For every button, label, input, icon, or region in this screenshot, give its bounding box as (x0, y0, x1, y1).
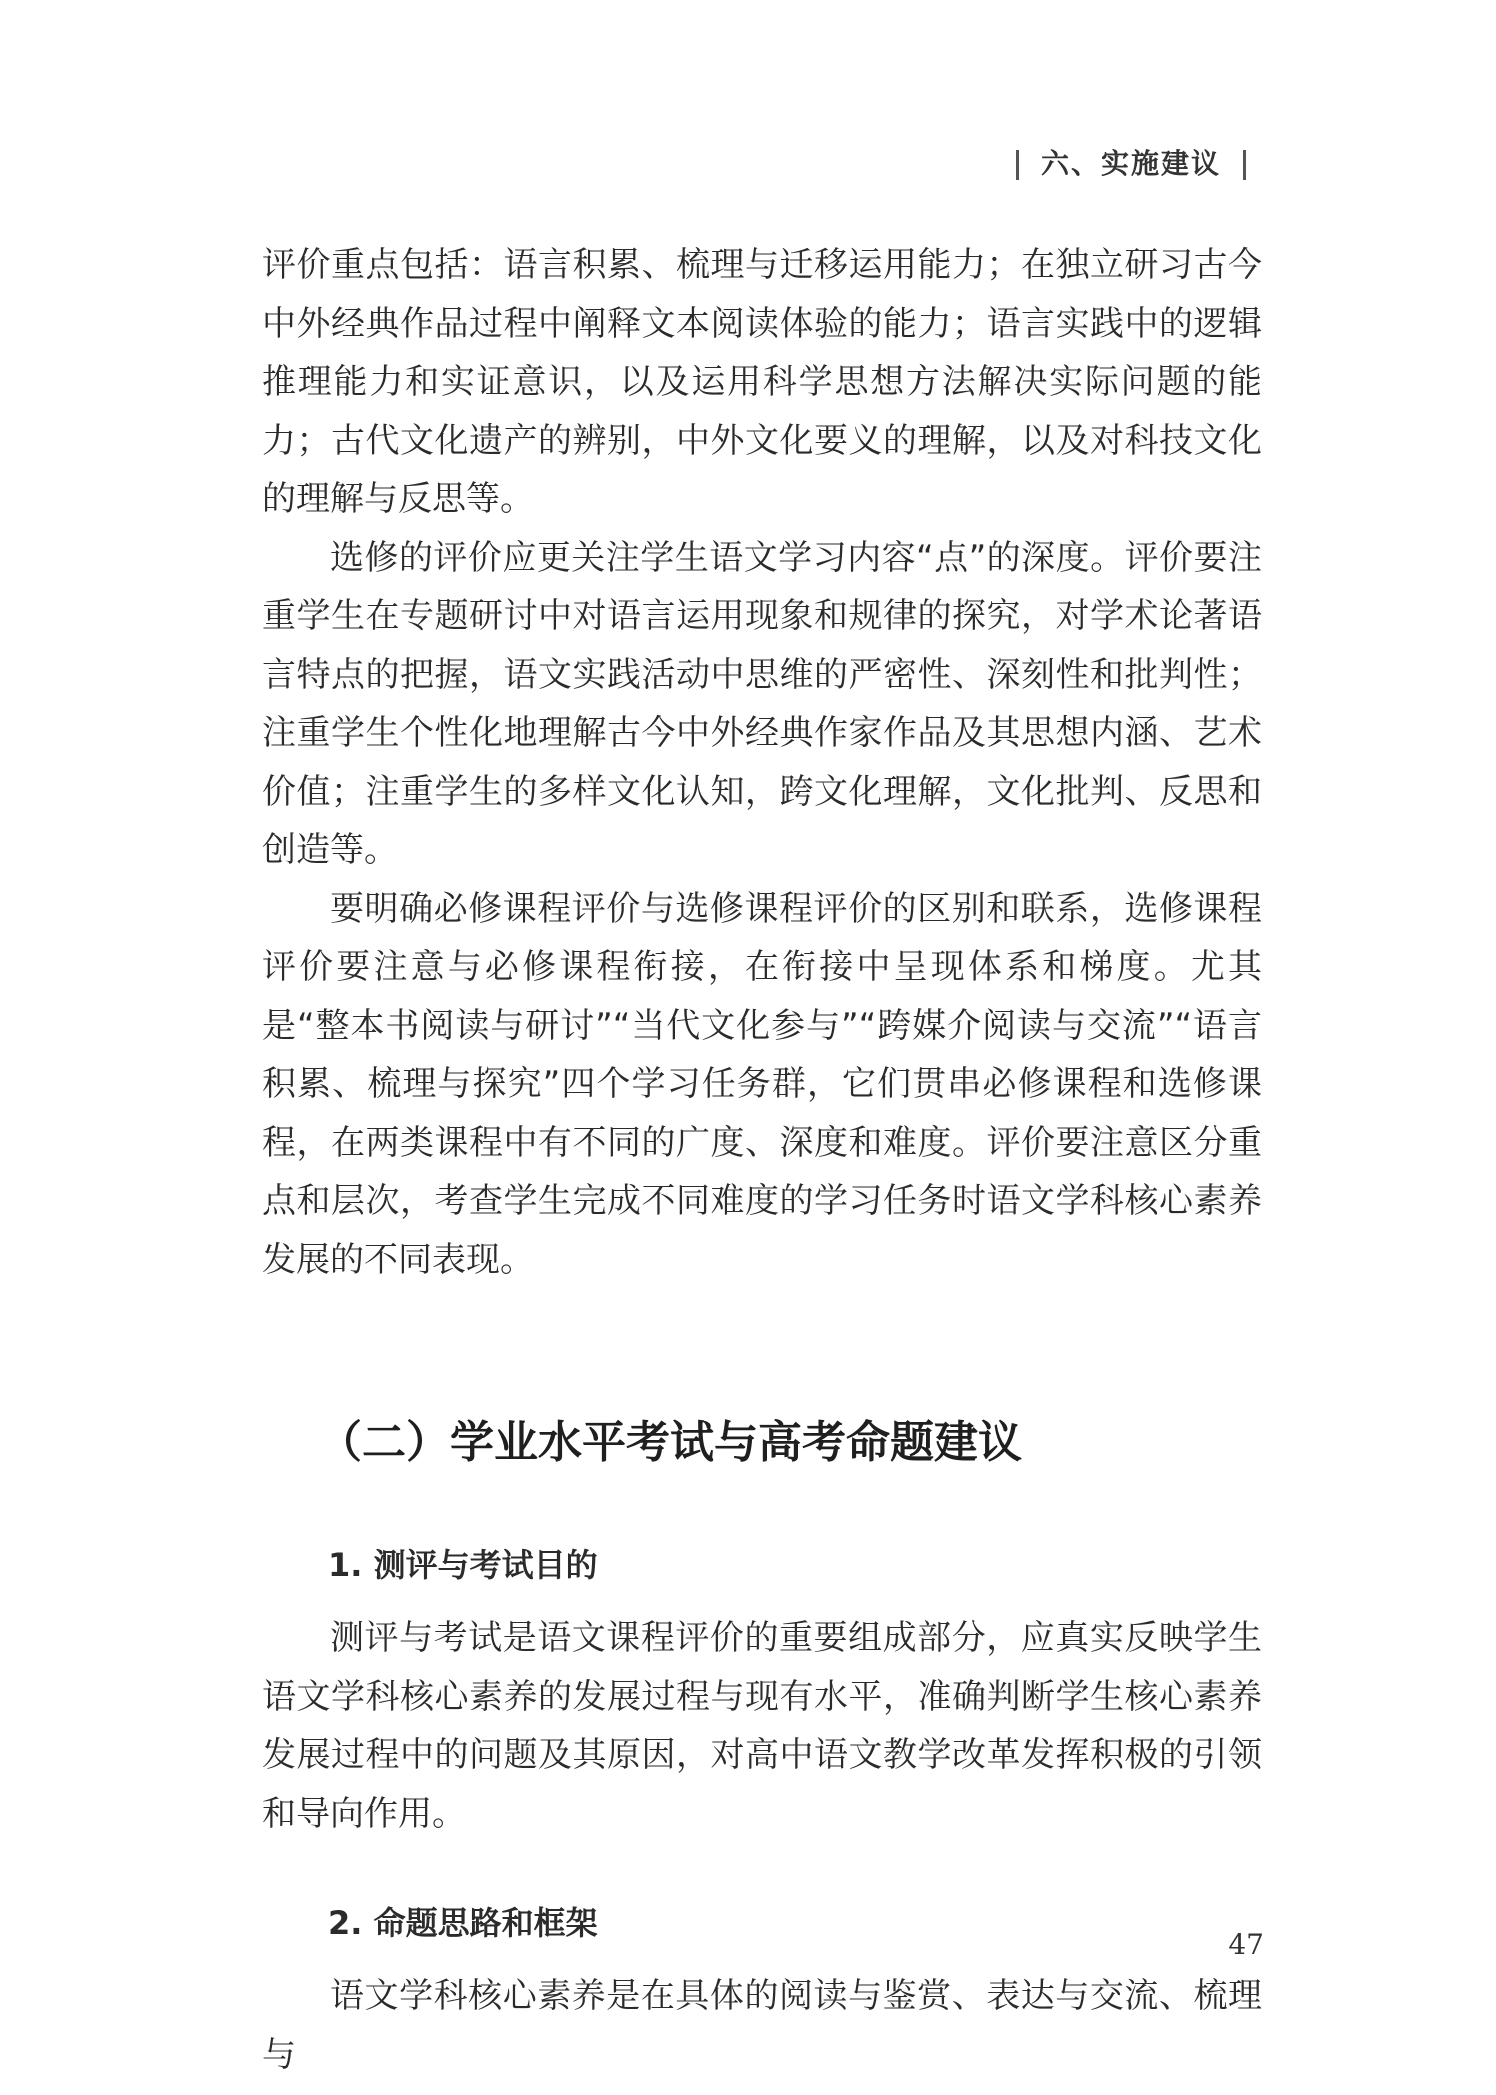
page-number: 47 (1228, 1928, 1264, 1961)
subheading-framework: 2. 命题思路和框架 (328, 1904, 598, 1942)
paragraph-purpose: 测评与考试是语文课程评价的重要组成部分，应真实反映学生语文学科核心素养的发展过程与现有水平，准确判断学生核心素养发展过程中的问题及其原因，对高中语文教学改革发挥积极的引领和导向作用。 (262, 1618, 1262, 1834)
section-heading: （二）学业水平考试与高考命题建议 (318, 1417, 1022, 1468)
paragraph-framework: 语文学科核心素养是在具体的阅读与鉴赏、表达与交流、梳理与 (262, 1976, 1262, 2075)
paragraph-elective-evaluation: 选修的评价应更关注学生语文学习内容“点”的深度。评价要注重学生在专题研讨中对语言运用现象和规律的探究，对学术论著语言特点的把握，语文实践活动中思维的严密性、深刻性和批判性；注重学生个性化地理解古今中外经典作家作品及其思想内涵、艺术价值；注重学生的多样文化认知，跨文化理解，文化批判、反思和创造等。 (262, 537, 1262, 870)
page-body (262, 236, 1262, 2084)
paragraph-evaluation-focus: 评价重点包括：语言积累、梳理与迁移运用能力；在独立研习古今中外经典作品过程中阐释文本阅读体验的能力；语言实践中的逻辑推理能力和实证意识，以及运用科学思想方法解决实际问题的能力；古代文化遗产的辨别，中外文化要义的理解，以及对科技文化的理解与反思等。 (262, 245, 1262, 519)
subheading-purpose: 1. 测评与考试目的 (328, 1546, 598, 1584)
running-header (994, 142, 1268, 182)
header-divider-left (1016, 150, 1019, 180)
header-divider-right (1243, 150, 1246, 180)
paragraph-compulsory-elective-relation: 要明确必修课程评价与选修课程评价的区别和联系，选修课程评价要注意与必修课程衔接，在衔接中呈现体系和梯度。尤其是“整本书阅读与研讨”“当代文化参与”“跨媒介阅读与交流”“语言积累、梳理与探究”四个学习任务群，它们贯串必修课程和选修课程，在两类课程中有不同的广度、深度和难度。评价要注意区分重点和层次，考查学生完成不同难度的学习任务时语文学科核心素养发展的不同表现。 (262, 888, 1262, 1280)
chapter-title: 六、实施建议 (1040, 147, 1221, 180)
